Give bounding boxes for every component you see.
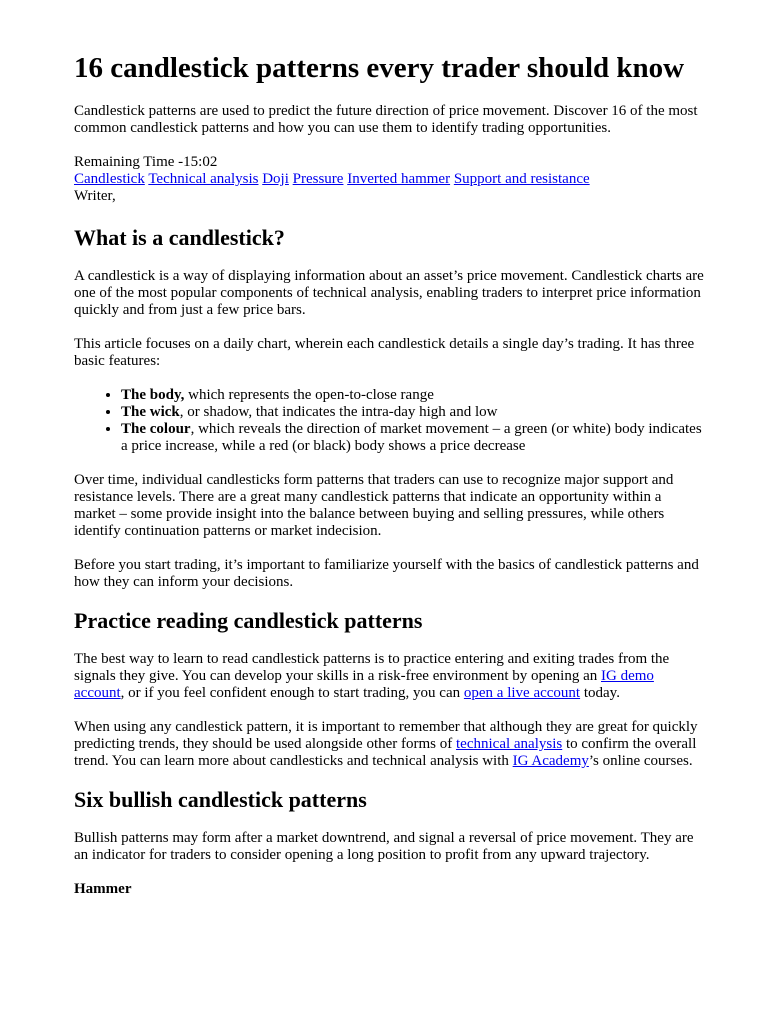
- ig-academy-link[interactable]: IG Academy: [512, 753, 589, 769]
- remaining-time: Remaining Time -15:02: [74, 154, 218, 170]
- subsection-heading-hammer: Hammer: [74, 881, 132, 897]
- ig-demo-account-link[interactable]: IG demo account: [74, 668, 654, 701]
- article: [74, 52, 706, 898]
- writer-line: Writer,: [74, 188, 116, 204]
- text-run: today.: [580, 685, 620, 701]
- section-heading-practice: Practice reading candlestick patterns: [74, 608, 423, 633]
- tag-link-inverted-hammer[interactable]: Inverted hammer: [347, 171, 451, 187]
- tag-link-candlestick[interactable]: Candlestick: [74, 171, 145, 187]
- text-run: When using any candlestick pattern, it is important to remember that although they are great for quickly predicting trends, they should be used alongside other forms of: [74, 719, 698, 752]
- section-heading-what-is-candlestick: What is a candlestick?: [74, 225, 285, 250]
- list-item: [121, 421, 706, 455]
- text-run: , or if you feel confident enough to start trading, you can: [120, 685, 464, 701]
- feature-description: which represents the open-to-close range: [184, 387, 434, 403]
- paragraph: [74, 719, 706, 770]
- feature-description: , which reveals the direction of market movement – a green (or white) body indicates a price increase, while a red (or black) body shows a price decrease: [121, 421, 702, 454]
- paragraph: This article focuses on a daily chart, wherein each candlestick details a single day’s trading. It has three basic features:: [74, 336, 695, 369]
- tag-link-technical-analysis[interactable]: Technical analysis: [148, 171, 259, 187]
- tag-list: [74, 171, 706, 188]
- paragraph: Before you start trading, it’s important to familiarize yourself with the basics of candlestick patterns and how they can inform your decisions.: [74, 557, 699, 590]
- tag-link-doji[interactable]: Doji: [262, 171, 289, 187]
- feature-description: , or shadow, that indicates the intra-day high and low: [179, 404, 498, 420]
- feature-term: The colour: [121, 421, 191, 437]
- feature-list: [74, 387, 706, 455]
- list-item: [121, 387, 706, 404]
- list-item: [121, 404, 706, 421]
- tag-link-pressure[interactable]: Pressure: [292, 171, 344, 187]
- text-run: to confirm the overall trend. You can learn more about candlesticks and technical analysis with: [74, 736, 697, 769]
- paragraph: Over time, individual candlesticks form patterns that traders can use to recognize major support and resistance levels. There are a great many candlestick patterns that indicate an opportunity within a market – some provide insight into the balance between buying and selling pressures, while others identify continuation patterns or market indecision.: [74, 472, 674, 539]
- text-run: ’s online courses.: [588, 753, 693, 769]
- page-title: 16 candlestick patterns every trader should know: [74, 52, 685, 84]
- paragraph: Bullish patterns may form after a market downtrend, and signal a reversal of price movement. They are an indicator for traders to consider opening a long position to profit from any upward trajectory.: [74, 830, 694, 863]
- paragraph: [74, 651, 706, 702]
- text-run: The best way to learn to read candlestick patterns is to practice entering and exiting trades from the signals they give. You can develop your skills in a risk-free environment by opening an: [74, 651, 670, 684]
- feature-term: The body,: [121, 387, 185, 403]
- paragraph: A candlestick is a way of displaying information about an asset’s price movement. Candlestick charts are one of the most popular components of technical analysis, enabling traders to interpret price information quickly and from just a few price bars.: [74, 268, 704, 318]
- feature-term: The wick: [121, 404, 180, 420]
- open-live-account-link[interactable]: open a live account: [463, 685, 581, 701]
- technical-analysis-link[interactable]: technical analysis: [456, 736, 563, 752]
- tag-link-support-and-resistance[interactable]: Support and resistance: [453, 171, 590, 187]
- section-heading-bullish-patterns: Six bullish candlestick patterns: [74, 787, 367, 812]
- article-intro: Candlestick patterns are used to predict the future direction of price movement. Discover 16 of the most common candlestick patterns and how you can use them to identify trading opportunities.: [74, 103, 698, 136]
